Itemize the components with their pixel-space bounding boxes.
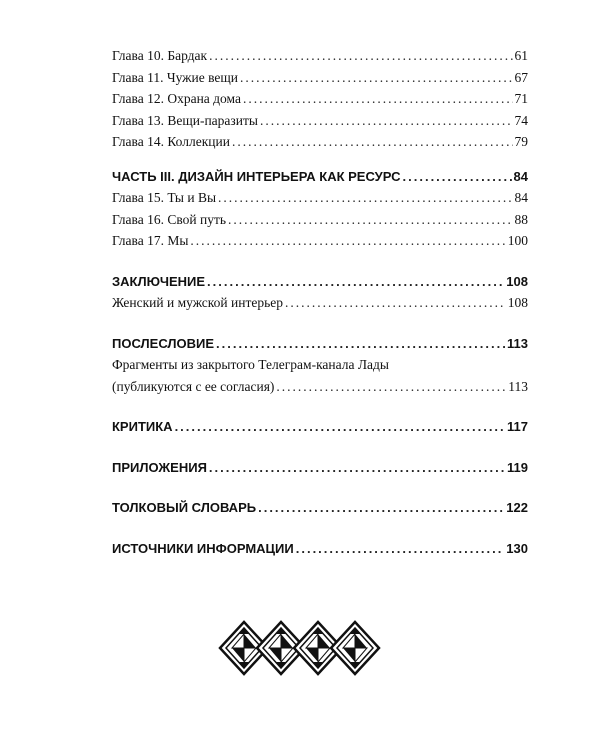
spacer [112, 522, 528, 541]
toc-entry-title: ИСТОЧНИКИ ИНФОРМАЦИИ [112, 540, 294, 556]
toc-entry-page: 108 [506, 273, 528, 289]
dot-leader [218, 190, 512, 206]
toc-entry-part3[interactable] [112, 169, 528, 191]
toc-entry-page: 79 [514, 134, 528, 149]
toc-entry-ch13[interactable] [112, 113, 528, 135]
toc-entry-page: 108 [507, 295, 528, 310]
dot-leader [209, 460, 505, 475]
toc-entry-page: 88 [514, 211, 528, 227]
diamond-ornament-icon [218, 620, 382, 681]
toc-entry-conclusion[interactable] [112, 274, 528, 296]
toc-entry-title: Глава 12. Охрана дома [112, 91, 241, 106]
toc-entry-critique[interactable] [112, 419, 528, 441]
spacer [112, 255, 528, 274]
dot-leader [258, 500, 504, 515]
toc-entry-title: Женский и мужской интерьер [112, 295, 284, 310]
toc-entry-title: ЧАСТЬ III. ДИЗАЙН ИНТЕРЬЕРА КАК РЕСУРС [112, 168, 401, 184]
toc-entry-title: ПРИЛОЖЕНИЯ [112, 459, 207, 475]
toc-entry-title: Глава 15. Ты и Вы [112, 190, 217, 205]
toc-entry-title: КРИТИКА [112, 419, 173, 434]
toc-entry-afterword-sub[interactable] [112, 357, 528, 379]
dot-leader [285, 295, 506, 311]
toc-entry-title: Глава 16. Свой путь [112, 211, 226, 227]
toc-entry-title: ПОСЛЕСЛОВИЕ [112, 335, 215, 351]
dot-leader [209, 48, 512, 64]
dot-leader [243, 91, 513, 107]
dot-leader [232, 134, 513, 150]
dot-leader [216, 336, 505, 351]
toc-entry-ch10[interactable] [112, 48, 528, 70]
toc-entry-title: Глава 11. Чужие вещи [112, 69, 239, 85]
toc-entry-page: 113 [507, 335, 528, 351]
toc-entry-appendix[interactable] [112, 460, 528, 482]
toc-entry-page: 100 [507, 233, 528, 248]
spacer [112, 156, 528, 169]
toc-entry-page: 117 [507, 419, 528, 434]
toc-entry-page: 84 [514, 190, 528, 205]
toc-entry-page: 74 [514, 112, 528, 128]
dot-leader [260, 113, 513, 129]
dot-leader [403, 169, 512, 184]
dot-leader [190, 233, 505, 249]
toc-entry-title: Глава 14. Коллекции [112, 134, 230, 149]
toc-entry-page: 71 [514, 91, 528, 106]
spacer [112, 317, 528, 336]
toc-entry-ch11[interactable] [112, 70, 528, 92]
dot-leader [207, 274, 504, 289]
toc-entry-title: ТОЛКОВЫЙ СЛОВАРЬ [112, 500, 257, 515]
dot-leader [296, 541, 505, 556]
toc-entry-title: ЗАКЛЮЧЕНИЕ [112, 273, 206, 289]
toc-entry-afterword[interactable] [112, 336, 528, 358]
toc-entry-page: 113 [508, 378, 528, 394]
toc-entry-page: 61 [514, 48, 528, 63]
toc-entry-page: 84 [513, 168, 528, 184]
dot-leader [175, 419, 505, 434]
table-of-contents [112, 48, 528, 562]
toc-entry-page: 119 [507, 459, 528, 475]
toc-entry-title: Глава 17. Мы [112, 233, 189, 248]
dot-leader [228, 212, 513, 228]
dot-leader [240, 70, 512, 86]
spacer [112, 481, 528, 500]
toc-entry-title: Фрагменты из закрытого Телеграм-канала Лады [112, 357, 389, 372]
toc-entry-conclusion-sub[interactable] [112, 295, 528, 317]
toc-entry-ch17[interactable] [112, 233, 528, 255]
toc-entry-title: (публикуются с ее согласия) [112, 378, 275, 394]
toc-entry-page: 130 [506, 540, 528, 556]
toc-entry-ch12[interactable] [112, 91, 528, 113]
toc-entry-glossary[interactable] [112, 500, 528, 522]
toc-entry-afterword-sub-cont[interactable] [112, 379, 528, 401]
toc-entry-ch14[interactable] [112, 134, 528, 156]
toc-entry-ch16[interactable] [112, 212, 528, 234]
toc-entry-page: 122 [506, 500, 528, 515]
toc-entry-title: Глава 13. Вещи-паразиты [112, 112, 258, 128]
toc-entry-page: 67 [514, 69, 528, 85]
dot-leader [276, 379, 506, 395]
spacer [112, 400, 528, 419]
toc-entry-ch15[interactable] [112, 190, 528, 212]
spacer [112, 441, 528, 460]
toc-entry-title: Глава 10. Бардак [112, 48, 208, 63]
toc-entry-sources[interactable] [112, 541, 528, 563]
